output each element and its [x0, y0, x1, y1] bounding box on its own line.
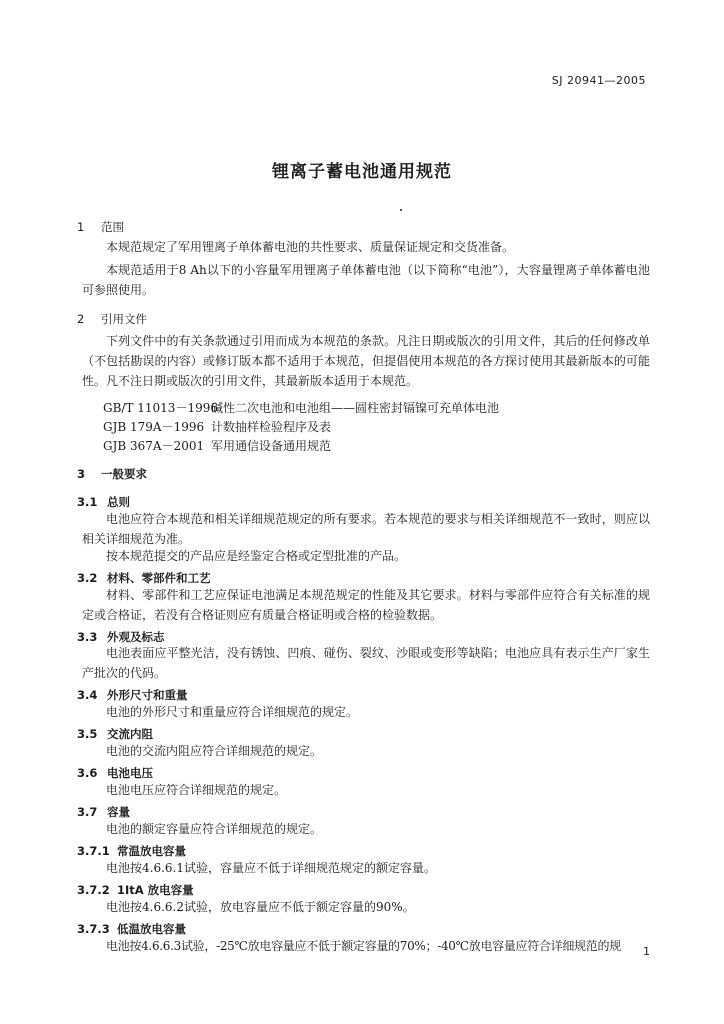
section-3-heading — [77, 466, 147, 482]
reference-code: GJB 367A－2001 — [103, 439, 205, 453]
document-code: SJ 20941—2005 — [551, 74, 646, 87]
section-title: 交流内阻 — [107, 727, 153, 741]
section-1-paragraph-2: 本规范适用于8 Ah以下的小容量军用锂离子单体蓄电池（以下简称“电池”），大容量锂离子单体蓄电池可参照使用。 — [82, 263, 650, 297]
reference-code: GJB 179A－1996 — [103, 420, 205, 434]
section-number: 3.7.1 — [77, 844, 110, 858]
section-3-4-paragraph-1: 电池的外形尺寸和重量应符合详细规范的规定。 — [106, 705, 359, 719]
section-number: 3.7 — [77, 805, 98, 819]
section-number: 3.5 — [77, 727, 98, 741]
section-3-7-paragraph-1: 电池的额定容量应符合详细规范的规定。 — [106, 822, 323, 836]
section-title: 总则 — [107, 495, 130, 509]
section-title: 容量 — [107, 805, 130, 819]
section-number: 3.2 — [77, 571, 98, 585]
section-3-5-heading — [77, 726, 153, 742]
section-title: 一般要求 — [101, 467, 147, 481]
document-title: 锂离子蓄电池通用规范 — [272, 162, 452, 182]
reference-title: 碱性二次电池和电池组——圆柱密封镉镍可充单体电池 — [211, 401, 500, 415]
section-number: 2 — [77, 312, 85, 326]
section-3-6-heading — [77, 765, 153, 781]
section-number: 3.7.3 — [77, 922, 110, 936]
section-title: 低温放电容量 — [117, 922, 186, 936]
section-3-1-paragraph-1: 电池应符合本规范和相关详细规范规定的所有要求。若本规范的要求与相关详细规范不一致时，则应以相关详细规范为准。 — [82, 512, 650, 546]
section-number: 3.4 — [77, 688, 98, 702]
section-title: 范围 — [101, 220, 124, 234]
section-3-1-heading — [77, 494, 130, 510]
section-3-7-3-paragraph-1: 电池按4.6.6.3试验，-25℃放电容量应不低于额定容量的70%；-40℃放电容量应符合详细规范的规 — [106, 939, 621, 953]
section-3-6-paragraph-1: 电池电压应符合详细规范的规定。 — [106, 783, 287, 797]
reference-item — [103, 399, 499, 416]
section-number: 3.7.2 — [77, 883, 110, 897]
reference-code: GB/T 11013－1996 — [103, 401, 218, 415]
scan-speck — [400, 209, 402, 211]
section-3-7-1-heading — [77, 843, 186, 859]
section-3-7-heading — [77, 804, 130, 820]
section-number: 3.6 — [77, 766, 98, 780]
section-number: 3.3 — [77, 630, 98, 644]
section-3-7-1-paragraph-1: 电池按4.6.6.1试验，容量应不低于详细规范规定的额定容量。 — [106, 861, 436, 875]
section-title: 引用文件 — [101, 312, 147, 326]
section-title: 外观及标志 — [107, 630, 165, 644]
section-3-7-2-heading — [77, 882, 194, 898]
reference-item — [103, 437, 331, 454]
section-2-heading — [77, 311, 147, 327]
reference-title: 计数抽样检验程序及表 — [211, 420, 332, 434]
section-1-heading — [77, 219, 124, 235]
section-title: 1ItA 放电容量 — [117, 883, 194, 897]
section-title: 常温放电容量 — [117, 844, 186, 858]
section-3-7-3-heading — [77, 921, 186, 937]
section-1-paragraph-1: 本规范规定了军用锂离子单体蓄电池的共性要求、质量保证规定和交货准备。 — [106, 240, 515, 254]
section-number: 1 — [77, 220, 85, 234]
section-3-1-paragraph-2: 按本规范提交的产品应是经鉴定合格或定型批准的产品。 — [106, 549, 407, 563]
section-3-7-2-paragraph-1: 电池按4.6.6.2试验，放电容量应不低于额定容量的90%。 — [106, 900, 415, 914]
reference-item — [103, 418, 331, 435]
section-title: 材料、零部件和工艺 — [107, 571, 211, 585]
section-3-2-heading — [77, 570, 211, 586]
section-3-2-paragraph-1: 材料、零部件和工艺应保证电池满足本规范规定的性能及其它要求。材料与零部件应符合有关标准的规定或合格证，若没有合格证则应有质量合格证明或合格的检验数据。 — [82, 588, 650, 622]
section-title: 外形尺寸和重量 — [107, 688, 188, 702]
section-number: 3 — [77, 467, 86, 481]
section-number: 3.1 — [77, 495, 98, 509]
reference-title: 军用通信设备通用规范 — [211, 439, 332, 453]
page-number: 1 — [643, 945, 650, 958]
section-3-5-paragraph-1: 电池的交流内阻应符合详细规范的规定。 — [106, 744, 323, 758]
section-3-4-heading — [77, 687, 188, 703]
section-2-paragraph-1: 下列文件中的有关条款通过引用而成为本规范的条款。凡注日期或版次的引用文件，其后的任何修改单（不包括勘误的内容）或修订版本都不适用于本规范，但提倡使用本规范的各方探讨使用其最新版本的可能性。凡不注日期或版次的引用文件，其最新版本适用于本规范。 — [82, 334, 650, 388]
section-title: 电池电压 — [107, 766, 153, 780]
section-3-3-paragraph-1: 电池表面应平整光洁，没有锈蚀、凹痕、碰伤、裂纹、沙眼或变形等缺陷；电池应具有表示生产厂家生产批次的代码。 — [82, 646, 650, 680]
